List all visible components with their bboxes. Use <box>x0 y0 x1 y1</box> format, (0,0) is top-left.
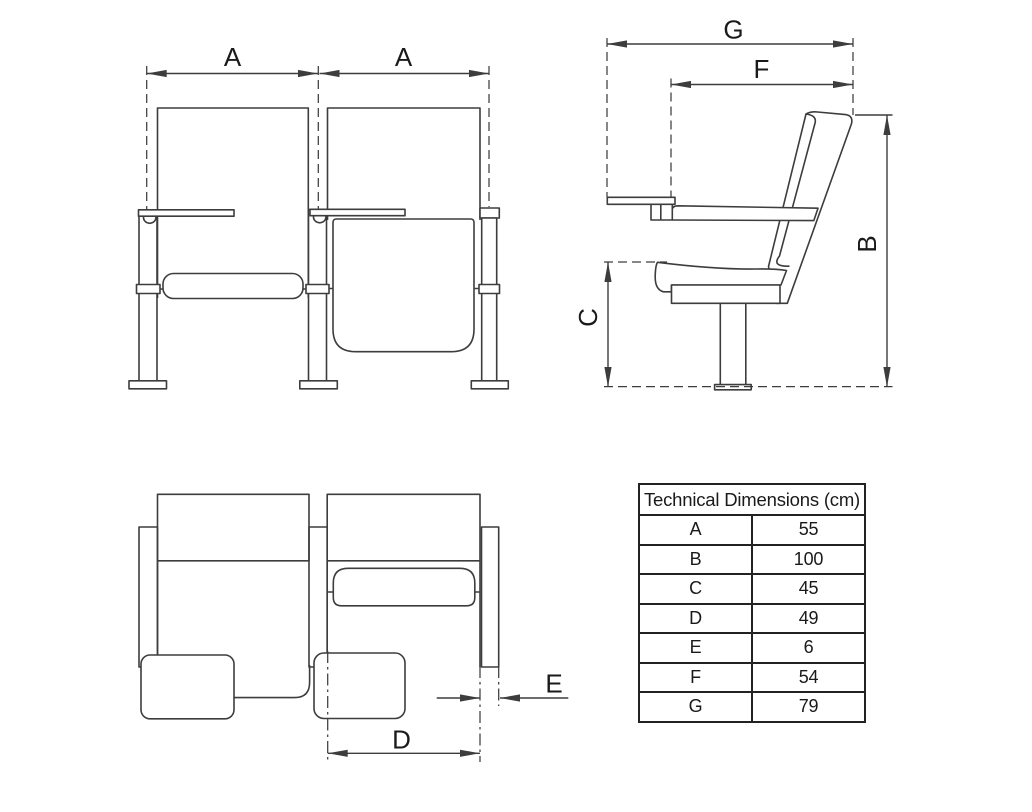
top-right-panel <box>482 527 499 667</box>
arrowhead <box>147 70 167 77</box>
dimensions-table <box>638 483 866 723</box>
arrowhead <box>320 70 340 77</box>
arrowhead <box>469 70 489 77</box>
dim-label-a1: A <box>223 42 242 72</box>
side-view <box>573 15 893 390</box>
side-chair-linework <box>607 112 852 390</box>
front-right-foot <box>471 381 508 389</box>
top-left-backrest <box>158 494 310 561</box>
top-view <box>139 494 568 762</box>
arrowhead <box>833 40 853 47</box>
arrowhead <box>500 694 520 701</box>
top-left-tablet-linkage <box>234 665 310 698</box>
table-title: Technical Dimensions (cm) <box>639 484 865 515</box>
front-right-leg-cap <box>480 208 499 218</box>
dim-label-a2: A <box>394 42 413 72</box>
arrowhead <box>298 70 318 77</box>
side-tablet-bracket <box>651 204 672 220</box>
table-row <box>639 663 865 693</box>
arrowhead <box>460 750 480 757</box>
dim-label-e: E <box>545 668 563 699</box>
front-right-backrest <box>328 108 481 220</box>
table-cell-value: 45 <box>752 574 865 604</box>
arrowhead <box>883 367 890 387</box>
front-center-leg-band <box>306 285 329 294</box>
arrowhead <box>833 81 853 88</box>
table-cell-label: F <box>639 663 752 693</box>
side-armrest <box>671 206 818 221</box>
table-cell-label: C <box>639 574 752 604</box>
top-center-panel <box>309 527 327 667</box>
top-right-backrest <box>327 494 480 561</box>
arrowhead <box>604 367 611 387</box>
table-cell-label: B <box>639 545 752 575</box>
dim-label-c: C <box>573 308 603 327</box>
table-row <box>639 633 865 663</box>
table-row <box>639 515 865 545</box>
dim-label-b: B <box>852 235 882 253</box>
arrowhead <box>328 750 348 757</box>
table-cell-value: 6 <box>752 633 865 663</box>
table-cell-label: D <box>639 604 752 634</box>
front-center-foot <box>300 381 338 389</box>
table-cell-value: 79 <box>752 692 865 722</box>
front-right-tablet <box>310 209 405 215</box>
front-left-seat-cushion <box>163 274 303 299</box>
table-cell-value: 49 <box>752 604 865 634</box>
top-left-tablet <box>141 655 234 719</box>
top-right-folded-seat <box>333 568 475 606</box>
table-cell-value: 100 <box>752 545 865 575</box>
front-left-leg-band <box>137 285 161 294</box>
table-cell-value: 55 <box>752 515 865 545</box>
dim-label-d: D <box>392 724 411 755</box>
table-row <box>639 545 865 575</box>
arrowhead <box>883 115 890 135</box>
front-center-leg <box>309 210 327 384</box>
front-left-backrest <box>158 108 309 298</box>
side-pedestal <box>720 303 746 384</box>
side-tablet <box>607 197 675 204</box>
front-extension-lines <box>147 66 489 210</box>
table-cell-value: 54 <box>752 663 865 693</box>
arrowhead <box>671 81 691 88</box>
front-left-foot <box>129 381 167 389</box>
front-left-tablet <box>139 210 235 216</box>
top-chair-linework <box>139 494 499 719</box>
dim-label-f: F <box>753 54 770 84</box>
front-view <box>129 42 508 389</box>
front-dimension-a <box>147 42 489 210</box>
table-cell-label: E <box>639 633 752 663</box>
arrowhead <box>604 262 611 282</box>
table-cell-label: G <box>639 692 752 722</box>
table-cell-label: A <box>639 515 752 545</box>
front-right-leg <box>482 218 497 383</box>
arrowhead <box>607 40 627 47</box>
arrowhead <box>460 694 480 701</box>
table-header-row <box>639 484 865 515</box>
dim-label-g: G <box>723 14 744 45</box>
table-row <box>639 604 865 634</box>
front-left-leg <box>139 210 157 383</box>
front-right-seat-pan <box>333 219 474 352</box>
side-seat-base <box>672 285 781 303</box>
top-left-panel <box>139 527 158 667</box>
table-row <box>639 574 865 604</box>
table-row <box>639 692 865 722</box>
front-right-leg-band <box>479 285 500 294</box>
